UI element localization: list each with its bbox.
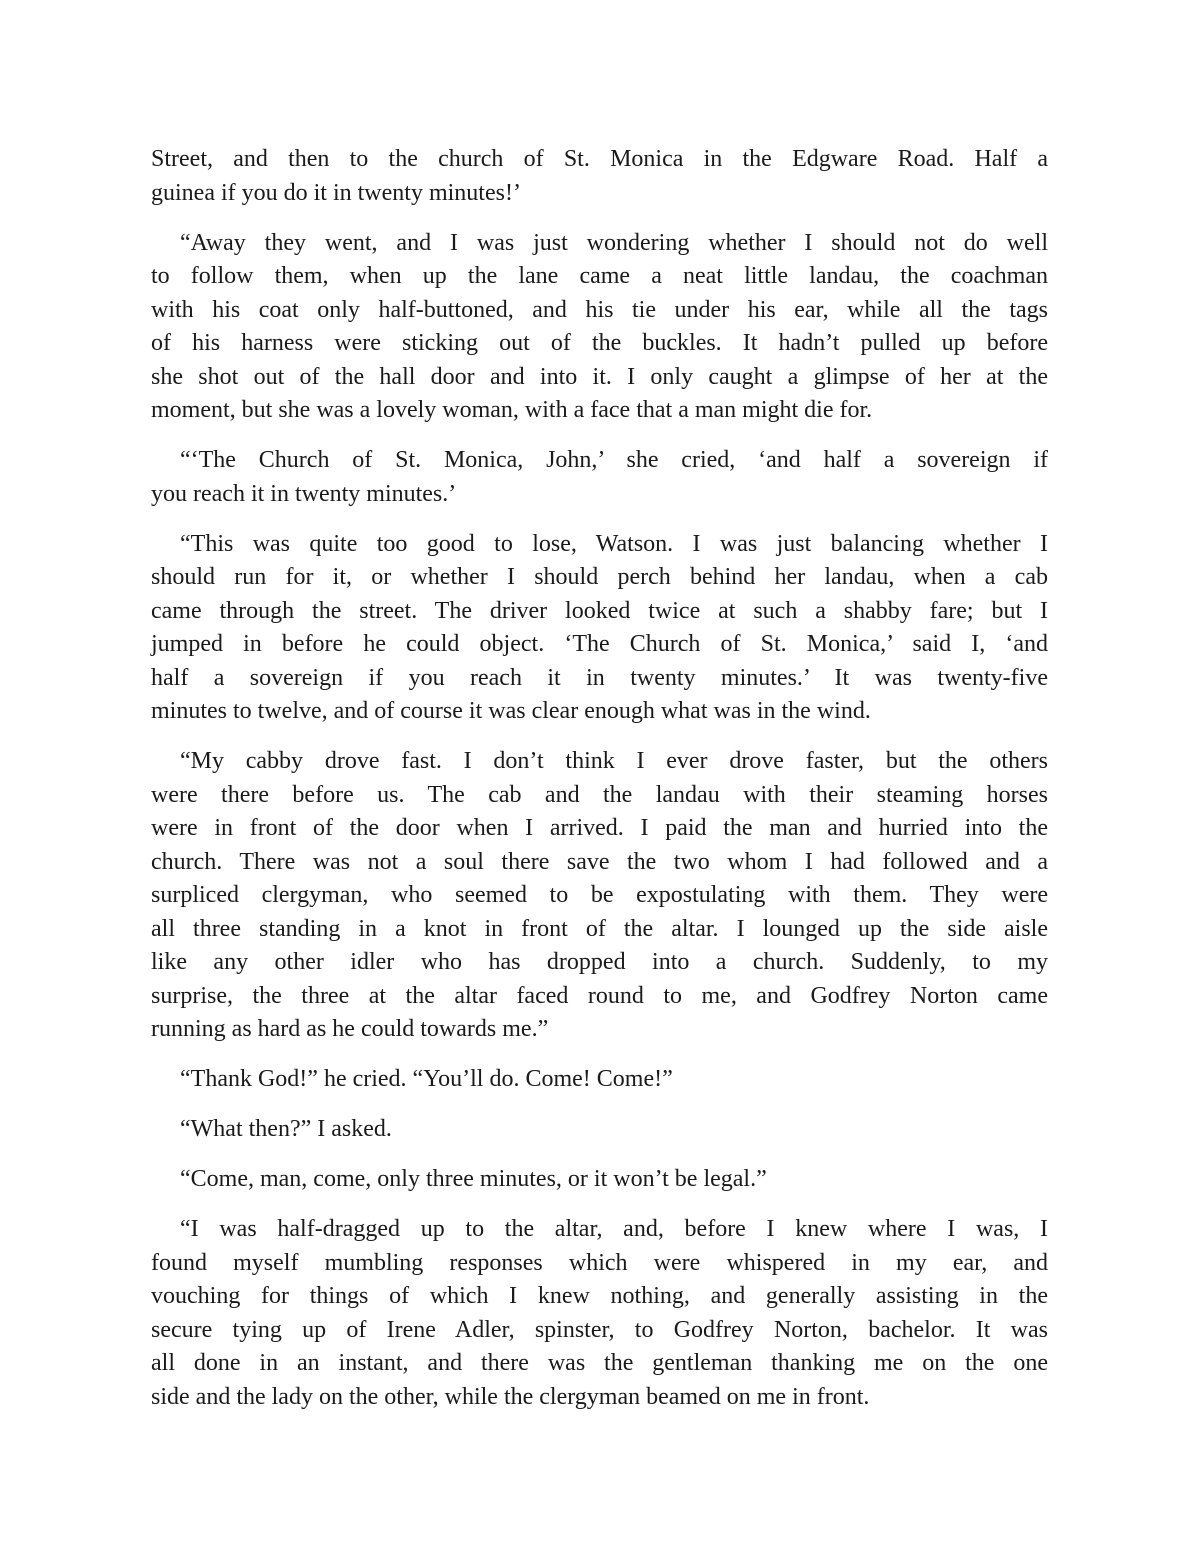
text-line: moment, but she was a lovely woman, with a face that a man might die for. — [151, 397, 873, 423]
text-line: side and the lady on the other, while the clergyman beamed on me in front. — [151, 1383, 870, 1410]
text-line: “Come, man, come, only three minutes, or it won’t be legal.” — [180, 1166, 767, 1192]
text-line: “This was quite too good to lose, Watson. I was just balancing whether I — [180, 530, 1048, 557]
text-line: surprise, the three at the altar faced round to me, and Godfrey Norton came — [151, 982, 1048, 1009]
text-line: of his harness were sticking out of the buckles. It hadn’t pulled up before — [151, 330, 1048, 356]
text-line: to follow them, when up the lane came a neat little landau, the coachman — [151, 263, 1048, 289]
text-line: Street, and then to the church of St. Monica in the Edgware Road. Half a — [151, 146, 1048, 172]
paragraph-1 — [151, 143, 1048, 210]
text-line: came through the street. The driver looked twice at such a shabby fare; but I — [151, 597, 1048, 624]
text-line: “‘The Church of St. Monica, John,’ she cried, ‘and half a sovereign if — [180, 447, 1048, 473]
text-column — [151, 143, 1048, 1414]
text-line: were in front of the door when I arrived. I paid the man and hurried into the — [151, 815, 1048, 841]
text-line: jumped in before he could object. ‘The Church of St. Monica,’ said I, ‘and — [151, 631, 1048, 657]
text-line: she shot out of the hall door and into it. I only caught a glimpse of her at the — [151, 363, 1048, 390]
text-line: “What then?” I asked. — [180, 1116, 392, 1142]
text-line: found myself mumbling responses which were whispered in my ear, and — [151, 1249, 1048, 1276]
text-line: like any other idler who has dropped into a church. Suddenly, to my — [151, 949, 1048, 975]
text-line: you reach it in twenty minutes.’ — [151, 480, 457, 507]
text-line: half a sovereign if you reach it in twenty minutes.’ It was twenty-five — [151, 664, 1048, 691]
text-line: church. There was not a soul there save the two whom I had followed and a — [151, 848, 1048, 875]
text-line: all three standing in a knot in front of the altar. I lounged up the side aisle — [151, 915, 1048, 942]
text-line: “My cabby drove fast. I don’t think I ever drove faster, but the others — [180, 748, 1048, 774]
text-line: “Thank God!” he cried. “You’ll do. Come! Come!” — [180, 1066, 673, 1092]
paragraph-8 — [151, 1163, 1048, 1197]
paragraph-7 — [151, 1113, 1048, 1147]
paragraph-9 — [151, 1213, 1048, 1414]
text-line: all done in an instant, and there was the gentleman thanking me on the one — [151, 1350, 1048, 1376]
paragraph-2 — [151, 227, 1048, 428]
text-line: “Away they went, and I was just wondering whether I should not do well — [180, 229, 1048, 256]
paragraph-4 — [151, 528, 1048, 729]
text-line: running as hard as he could towards me.” — [151, 1016, 549, 1042]
text-line: minutes to twelve, and of course it was clear enough what was in the wind. — [151, 698, 871, 724]
text-line: vouching for things of which I knew nothing, and generally assisting in the — [151, 1283, 1048, 1309]
text-line: guinea if you do it in twenty minutes!’ — [151, 179, 521, 206]
text-line: secure tying up of Irene Adler, spinster, to Godfrey Norton, bachelor. It was — [151, 1316, 1048, 1343]
text-line: surpliced clergyman, who seemed to be expostulating with them. They were — [151, 882, 1048, 908]
text-line: “I was half-dragged up to the altar, and, before I knew where I was, I — [180, 1216, 1048, 1242]
paragraph-3 — [151, 444, 1048, 511]
text-line: with his coat only half-buttoned, and his tie under his ear, while all the tags — [151, 296, 1048, 323]
text-line: were there before us. The cab and the landau with their steaming horses — [151, 781, 1048, 808]
paragraph-5 — [151, 745, 1048, 1047]
paragraph-6 — [151, 1063, 1048, 1097]
text-line: should run for it, or whether I should perch behind her landau, when a cab — [151, 564, 1048, 590]
